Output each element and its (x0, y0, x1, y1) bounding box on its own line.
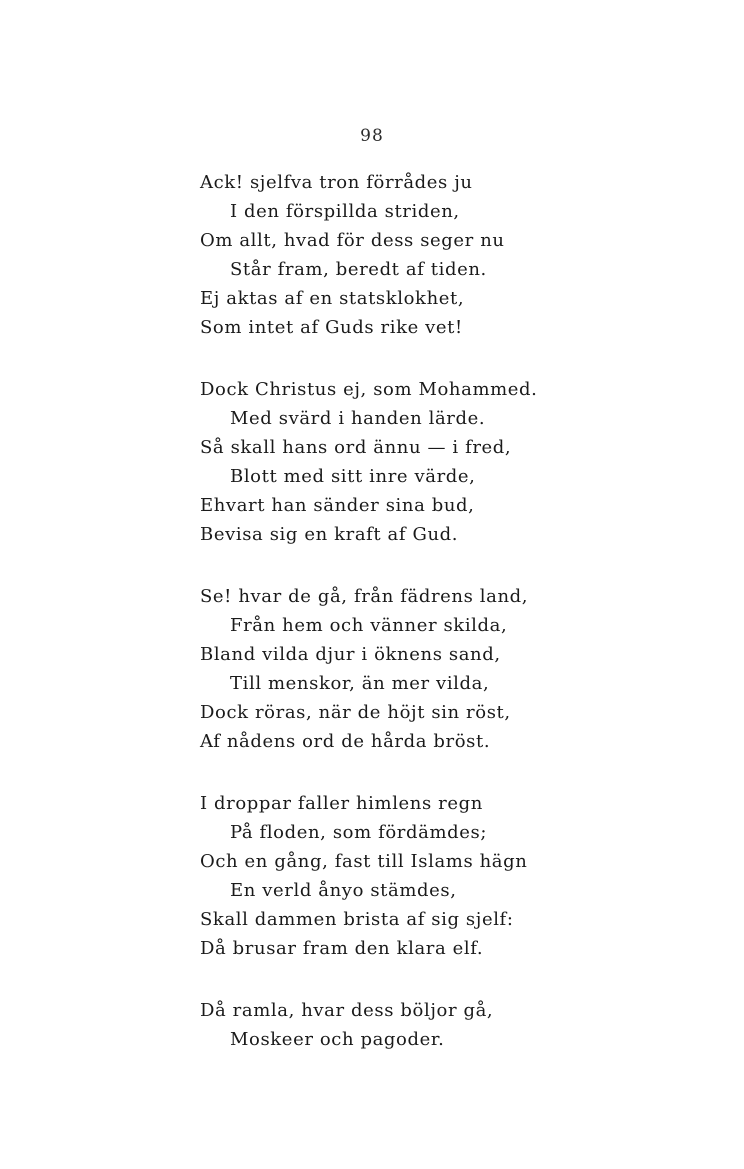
poem (200, 168, 580, 1087)
verse-line: I den förspillda striden, (230, 201, 460, 222)
stanza (200, 789, 580, 963)
verse-line: Så skall hans ord ännu — i fred, (200, 437, 512, 458)
verse-line: Se! hvar de gå, från fädrens land, (200, 586, 529, 607)
verse-line: Skall dammen brista af sig sjelf: (200, 909, 514, 930)
verse-line: Dock Christus ej, som Mohammed. (200, 379, 538, 400)
verse-line: Bevisa sig en kraft af Gud. (200, 524, 459, 545)
verse-line: Från hem och vänner skilda, (230, 615, 508, 636)
stanza (200, 582, 580, 756)
verse-line: Ack! sjelfva tron förrådes ju (200, 172, 473, 193)
verse-line: Moskeer och pagoder. (230, 1029, 445, 1050)
verse-line: Af nådens ord de hårda bröst. (200, 731, 491, 752)
verse-line: Då ramla, hvar dess böljor gå, (200, 1000, 494, 1021)
verse-line: Med svärd i handen lärde. (230, 408, 486, 429)
verse-line: Som intet af Guds rike vet! (200, 317, 463, 338)
verse-line: En verld ånyo stämdes, (230, 880, 457, 901)
verse-line: Ehvart han sänder sina bud, (200, 495, 475, 516)
verse-line: Ej aktas af en statsklokhet, (200, 288, 465, 309)
verse-line: På floden, som fördämdes; (230, 822, 487, 843)
verse-line: Och en gång, fast till Islams hägn (200, 851, 528, 872)
verse-line: Då brusar fram den klara elf. (200, 938, 484, 959)
stanza (200, 168, 580, 342)
verse-line: Till menskor, än mer vilda, (230, 673, 490, 694)
stanza (200, 996, 580, 1054)
verse-line: Bland vilda djur i öknens sand, (200, 644, 501, 665)
verse-line: Blott med sitt inre värde, (230, 466, 476, 487)
verse-line: I droppar faller himlens regn (200, 793, 483, 814)
verse-line: Står fram, beredt af tiden. (230, 259, 487, 280)
verse-line: Om allt, hvad för dess seger nu (200, 230, 505, 251)
stanza (200, 375, 580, 549)
verse-line: Dock röras, när de höjt sin röst, (200, 702, 511, 723)
page-number: 98 (360, 126, 384, 146)
